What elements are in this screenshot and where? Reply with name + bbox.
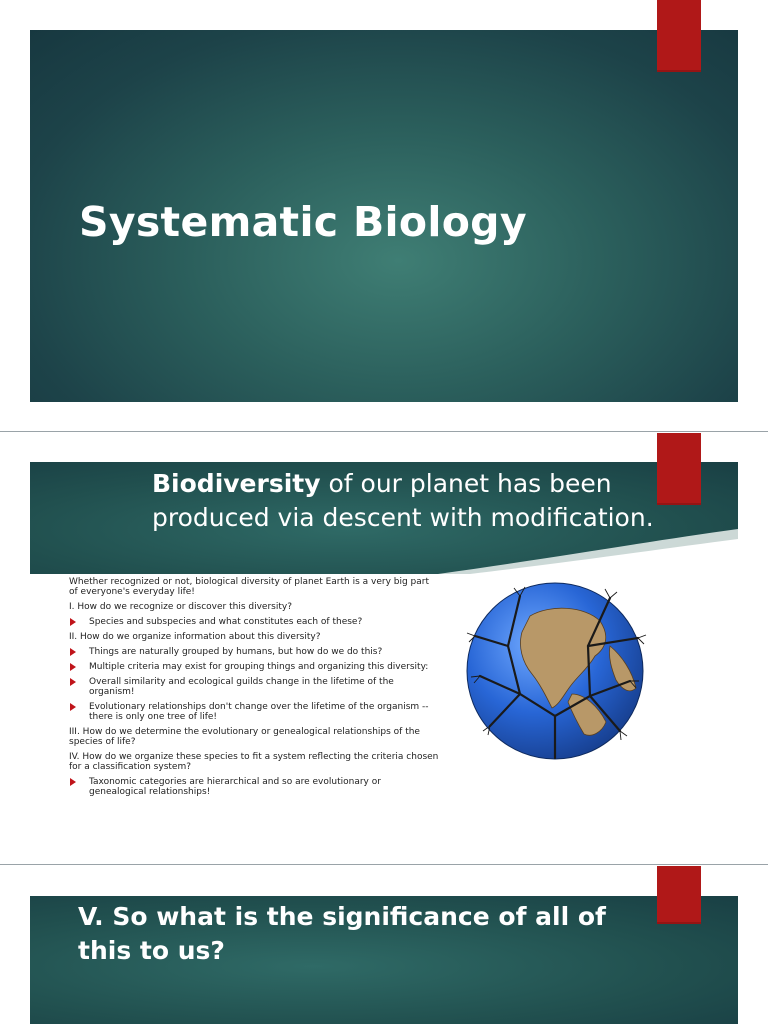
slide-divider xyxy=(0,864,768,865)
bullet-triangle-icon xyxy=(70,618,76,626)
slide-divider xyxy=(0,431,768,432)
bullet-triangle-icon xyxy=(70,703,76,711)
paragraph: III. How do we determine the evolutionary or genealogical relationships of the species of life? xyxy=(69,727,420,747)
body-text xyxy=(69,577,439,802)
slide-title-text: Systematic Biology xyxy=(79,198,527,246)
red-tab xyxy=(657,866,701,924)
red-tab xyxy=(657,0,701,72)
bullet-item xyxy=(69,617,439,627)
slide-biodiversity xyxy=(0,433,768,864)
bullet-text: Evolutionary relationships don't change over the lifetime of the organism -- there is only one tree of life! xyxy=(89,702,429,722)
slide-title xyxy=(0,0,768,430)
bullet-text: Overall similarity and ecological guilds change in the lifetime of the organism! xyxy=(89,677,394,697)
bullet-item xyxy=(69,777,439,797)
bullet-text: Taxonomic categories are hierarchical and so are evolutionary or genealogical relationships! xyxy=(89,777,381,797)
bullet-text: Species and subspecies and what constitutes each of these? xyxy=(89,617,363,627)
bullet-item xyxy=(69,677,439,697)
bullet-triangle-icon xyxy=(70,648,76,656)
bullet-triangle-icon xyxy=(70,778,76,786)
bullet-text: Things are naturally grouped by humans, but how do we do this? xyxy=(89,647,383,657)
bullet-item xyxy=(69,662,439,672)
slide-heading: V. So what is the significance of all of this to us? xyxy=(78,902,606,965)
bullet-item xyxy=(69,702,439,722)
paragraph: I. How do we recognize or discover this diversity? xyxy=(69,602,292,612)
paragraph: II. How do we organize information about this diversity? xyxy=(69,632,321,642)
heading-rest: of our planet has been produced via descent with modification. xyxy=(152,469,654,532)
bullet-triangle-icon xyxy=(70,663,76,671)
bullet-triangle-icon xyxy=(70,678,76,686)
slide-heading xyxy=(152,467,672,535)
paragraph: Whether recognized or not, biological diversity of planet Earth is a very big part of everyone's everyday life! xyxy=(69,577,430,597)
heading-bold: Biodiversity xyxy=(152,469,321,498)
globe-tree-image xyxy=(460,576,650,766)
bullet-item xyxy=(69,647,439,657)
slide-significance xyxy=(0,866,768,1024)
bullet-text: Multiple criteria may exist for grouping things and organizing this diversity: xyxy=(89,662,429,672)
paragraph: IV. How do we organize these species to fit a system reflecting the criteria chosen for a classification system? xyxy=(69,752,439,772)
